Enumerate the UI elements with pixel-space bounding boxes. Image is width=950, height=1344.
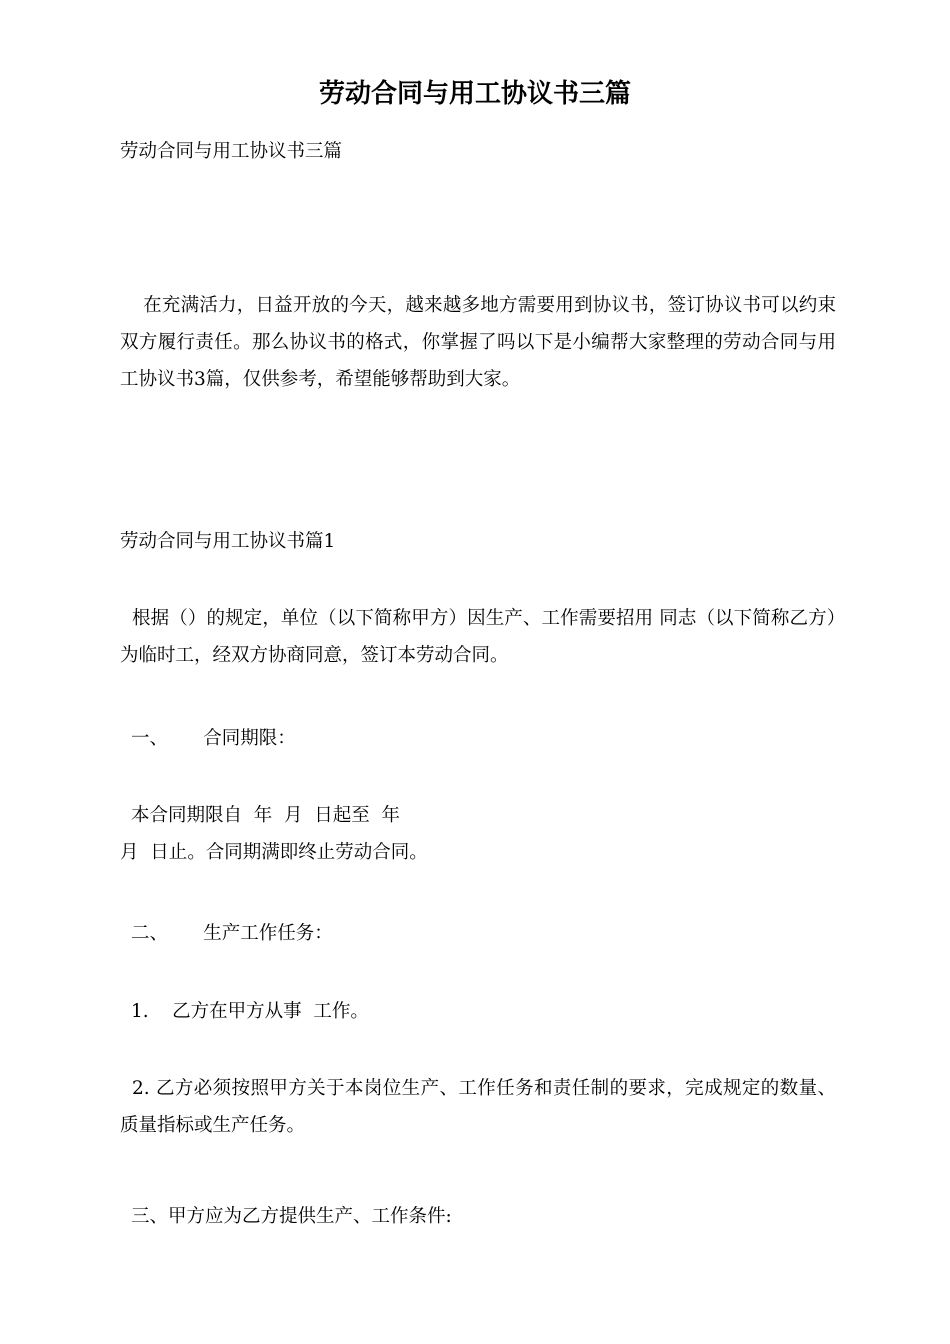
document-title: 劳动合同与用工协议书三篇 [318, 79, 631, 109]
clause-task-item-1: 1. 乙方在甲方从事 工作。 [131, 1001, 369, 1022]
preamble-paragraph: 根据（）的规定，单位（以下简称甲方）因生产、工作需要招用 同志（以下简称乙方）为临时工，经双方协商同意，签订本劳动合同。 [120, 608, 836, 666]
clause-term-line-1: 本合同期限自 年 月 日起至 年 [131, 805, 401, 826]
clause-heading-term: 一、 合同期限： [131, 728, 296, 749]
clause-heading-tasks: 二、 生产工作任务： [131, 923, 333, 944]
intro-paragraph: 在充满活力，日益开放的今天，越来越多地方需要用到协议书，签订协议书可以约束双方履行责任。那么协议书的格式，你掌握了吗以下是小编帮大家整理的劳动合同与用工协议书3篇，仅供参考，希望能够帮助到大家。 [120, 295, 836, 390]
document-subtitle: 劳动合同与用工协议书三篇 [120, 141, 343, 162]
clause-task-item-2: 2. 乙方必须按照甲方关于本岗位生产、工作任务和责任制的要求，完成规定的数量、质量指标或生产任务。 [120, 1078, 836, 1136]
section-heading: 劳动合同与用工协议书篇1 [120, 531, 336, 552]
clause-heading-conditions: 三、甲方应为乙方提供生产、工作条件: [131, 1206, 452, 1227]
clause-term-line-2: 月 日止。合同期满即终止劳动合同。 [120, 842, 428, 863]
